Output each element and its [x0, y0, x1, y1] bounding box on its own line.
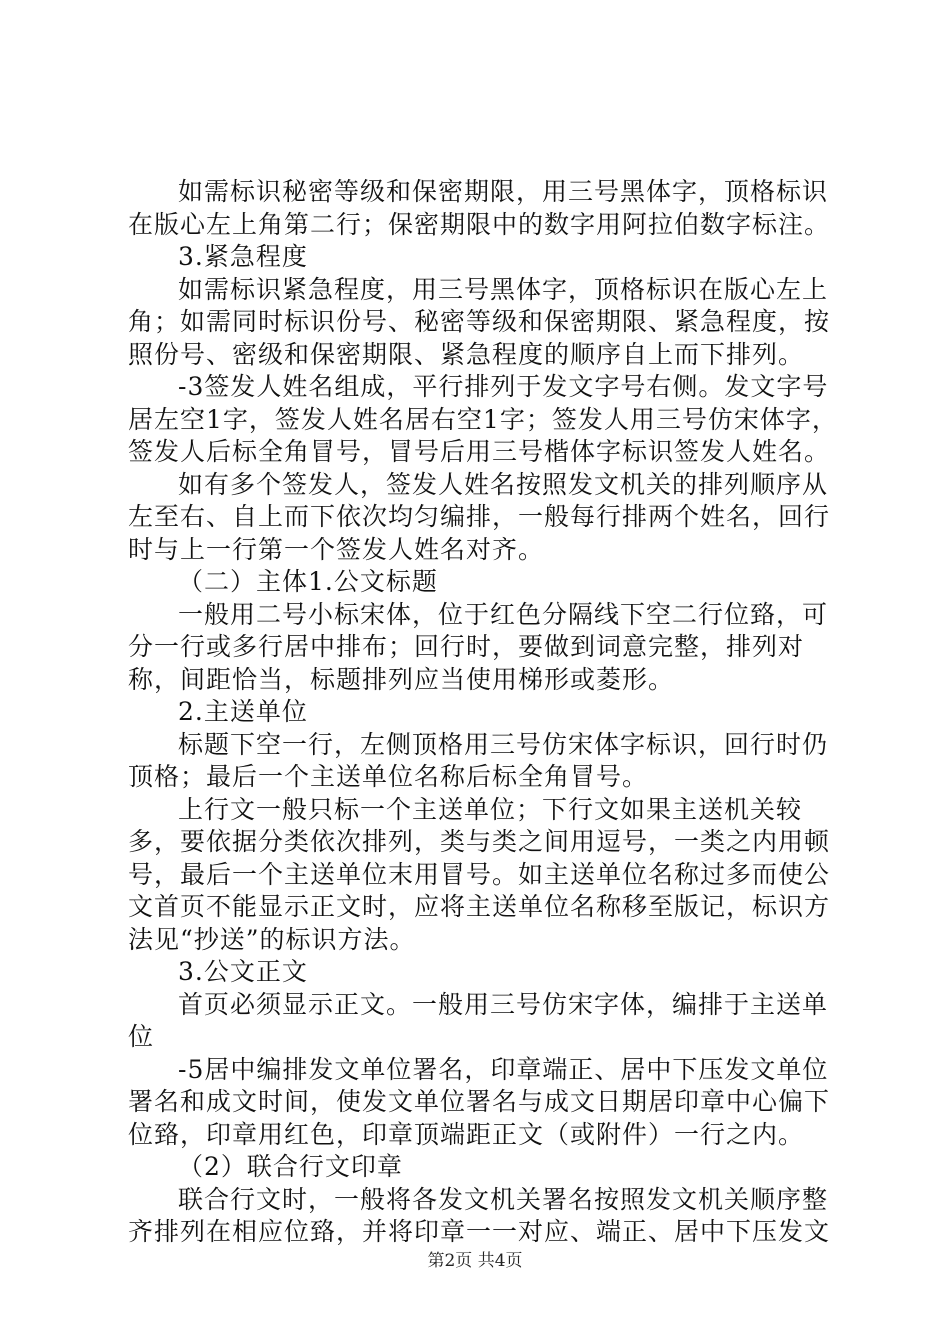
- page-number-footer: 第2页 共4页: [427, 1251, 523, 1271]
- paragraph-urgency: 如需标识紧急程度，用三号黑体字，顶格标识在版心左上角；如需同时标识份号、秘密等级和保密期限、紧急程度，按照份号、密级和保密期限、紧急程度的顺序自上而下排列。: [128, 274, 831, 369]
- heading-body-text: 3.公文正文: [178, 957, 308, 986]
- paragraph-multiple-signers: 如有多个签发人，签发人姓名按照发文机关的排列顺序从左至右、自上而下依次均匀编排，一般每行排两个姓名，回行时与上一行第一个签发人姓名对齐。: [128, 469, 831, 564]
- paragraph-signer: -3签发人姓名组成，平行排列于发文字号右侧。发文字号居左空1字，签发人姓名居右空1字；签发人用三号仿宋体字，签发人后标全角冒号，冒号后用三号楷体字标识签发人姓名。: [128, 372, 838, 466]
- heading-joint-seal: （2）联合行文印章: [178, 1152, 403, 1181]
- paragraph-recipient-format: 标题下空一行，左侧顶格用三号仿宋体字标识，回行时仍顶格；最后一个主送单位名称后标全角冒号。: [128, 729, 829, 791]
- document-body: [128, 176, 838, 1249]
- paragraph-recipient-order: 上行文一般只标一个主送单位；下行文如果主送机关较多，要依据分类依次排列，类与类之间用逗号，一类之内用顿号，最后一个主送单位末用冒号。如主送单位名称过多而使公文首页不能显示正文时，应将主送单位名称移至版记，标识方法见“抄送”的标识方法。: [128, 794, 831, 954]
- heading-main-recipient: 2.主送单位: [178, 697, 308, 726]
- paragraph-body-text: 首页必须显示正文。一般用三号仿宋字体，编排于主送单位: [128, 989, 829, 1051]
- paragraph-joint-seal: 联合行文时，一般将各发文机关署名按照发文机关顺序整齐排列在相应位臵，并将印章一一对应、端正、居中下压发文: [128, 1184, 831, 1246]
- paragraph-secret-level: 如需标识秘密等级和保密期限，用三号黑体字，顶格标识在版心左上角第二行；保密期限中的数字用阿拉伯数字标注。: [128, 177, 831, 239]
- paragraph-title-format: 一般用二号小标宋体，位于红色分隔线下空二行位臵，可分一行或多行居中排布；回行时，要做到词意完整，排列对称，间距恰当，标题排列应当使用梯形或菱形。: [128, 599, 829, 694]
- heading-main-body: （二）主体1.公文标题: [178, 567, 438, 596]
- heading-urgency: 3.紧急程度: [178, 242, 308, 271]
- paragraph-seal: -5居中编排发文单位署名，印章端正、居中下压发文单位署名和成文时间，使发文单位署名与成文日期居印章中心偏下位臵，印章用红色，印章顶端距正文（或附件）一行之内。: [128, 1054, 831, 1149]
